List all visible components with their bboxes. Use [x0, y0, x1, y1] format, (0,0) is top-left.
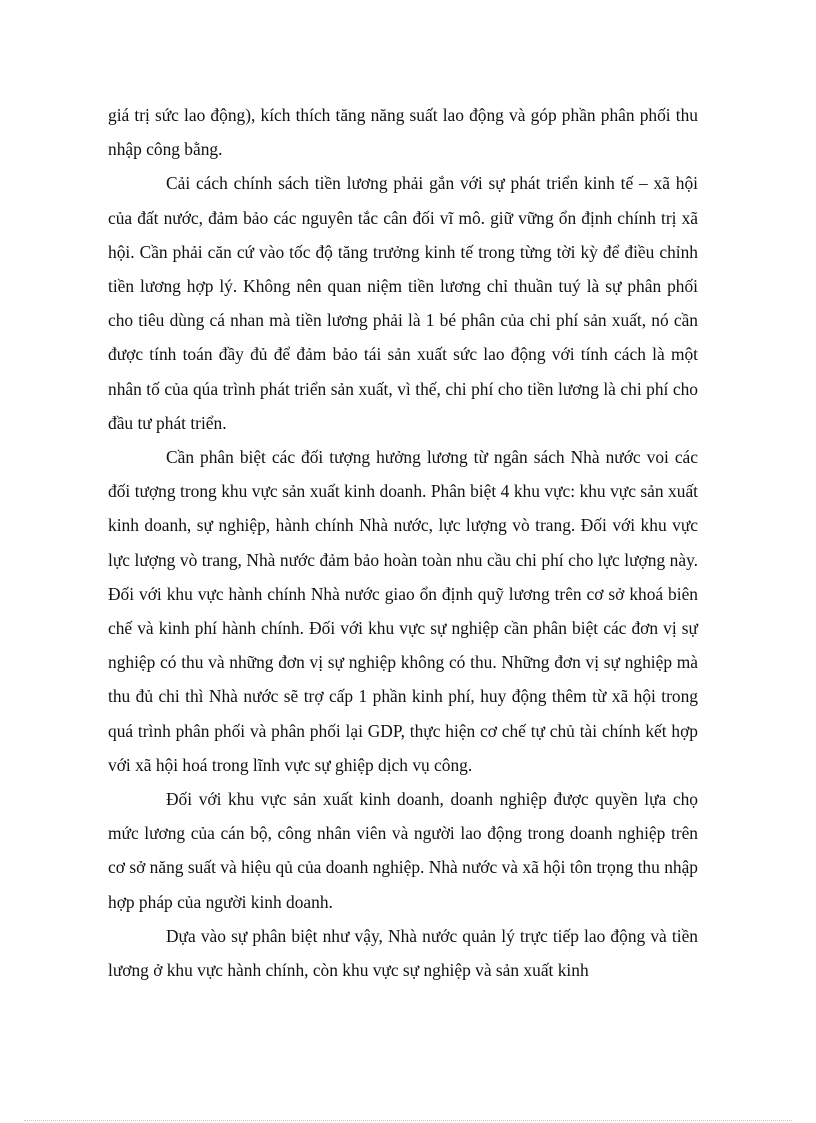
paragraph-4: Đối với khu vực sản xuất kinh doanh, doanh nghiệp được quyền lựa chọ mức lương của cán bộ, công nhân viên và người lao động trong doanh nghiệp trên cơ sở năng suất và hiệu qủ của doanh nghiệp. Nhà nước và xã hội tôn trọng thu nhập hợp pháp của người kinh doanh. [108, 789, 698, 912]
paragraph-5: Dựa vào sự phân biệt như vậy, Nhà nước quản lý trực tiếp lao động và tiền lương ở khu vực hành chính, còn khu vực sự nghiệp và sản xuất kinh [108, 925, 698, 981]
paragraph-1: giá trị sức lao động), kích thích tăng năng suất lao động và góp phần phân phối thu nhập công bằng. [108, 105, 698, 160]
paragraph-3: Cần phân biệt các đối tượng hưởng lương từ ngân sách Nhà nước voi các đối tượng trong khu vực sản xuất kinh doanh. Phân biệt 4 khu vực: khu vực sản xuất kinh doanh, sự nghiệp, hành chính Nhà nước, lực lượng vò trang. Đối với khu vực lực lượng vò trang, Nhà nước đảm bảo hoàn toàn nhu cầu chi phí cho lực lượng này. Đối với khu vực hành chính Nhà nước giao ổn định quỹ lương trên cơ sở khoá biên chế và kinh phí hành chính. Đối với khu vực sự nghiệp cần phân biệt các đơn vị sự nghiệp có thu và những đơn vị sự nghiệp không có thu. Những đơn vị sự nghiệp mà thu đủ chi thì Nhà nước sẽ trợ cấp 1 phần kinh phí, huy động thêm từ xã hội trong quá trình phân phối và phân phối lại GDP, thực hiện cơ chế tự chủ tài chính kết hợp với xã hội hoá trong lĩnh vực sự ghiệp dịch vụ công. [108, 447, 698, 775]
document-body [108, 98, 698, 987]
paragraph-2: Cải cách chính sách tiền lương phải gắn với sự phát triển kinh tế – xã hội của đất nước, đảm bảo các nguyên tắc cân đối vĩ mô. giữ vững ổn định chính trị xã hội. Cần phải căn cứ vào tốc độ tăng trưởng kinh tế trong từng tời kỳ để điều chỉnh tiền lương hợp lý. Không nên quan niệm tiền lương chỉ thuần tuý là sự phân phối cho tiêu dùng cá nhan mà tiền lương phải là 1 bé phân của chi phí sản xuất, nó cần được tính toán đầy đủ để đảm bảo tái sản xuất sức lao động với tính cách là một nhân tố của qúa trình phát triển sản xuất, vì thế, chi phí cho tiền lương là chi phí cho đầu tư phát triển. [108, 173, 698, 433]
page-bottom-divider [24, 1120, 792, 1121]
